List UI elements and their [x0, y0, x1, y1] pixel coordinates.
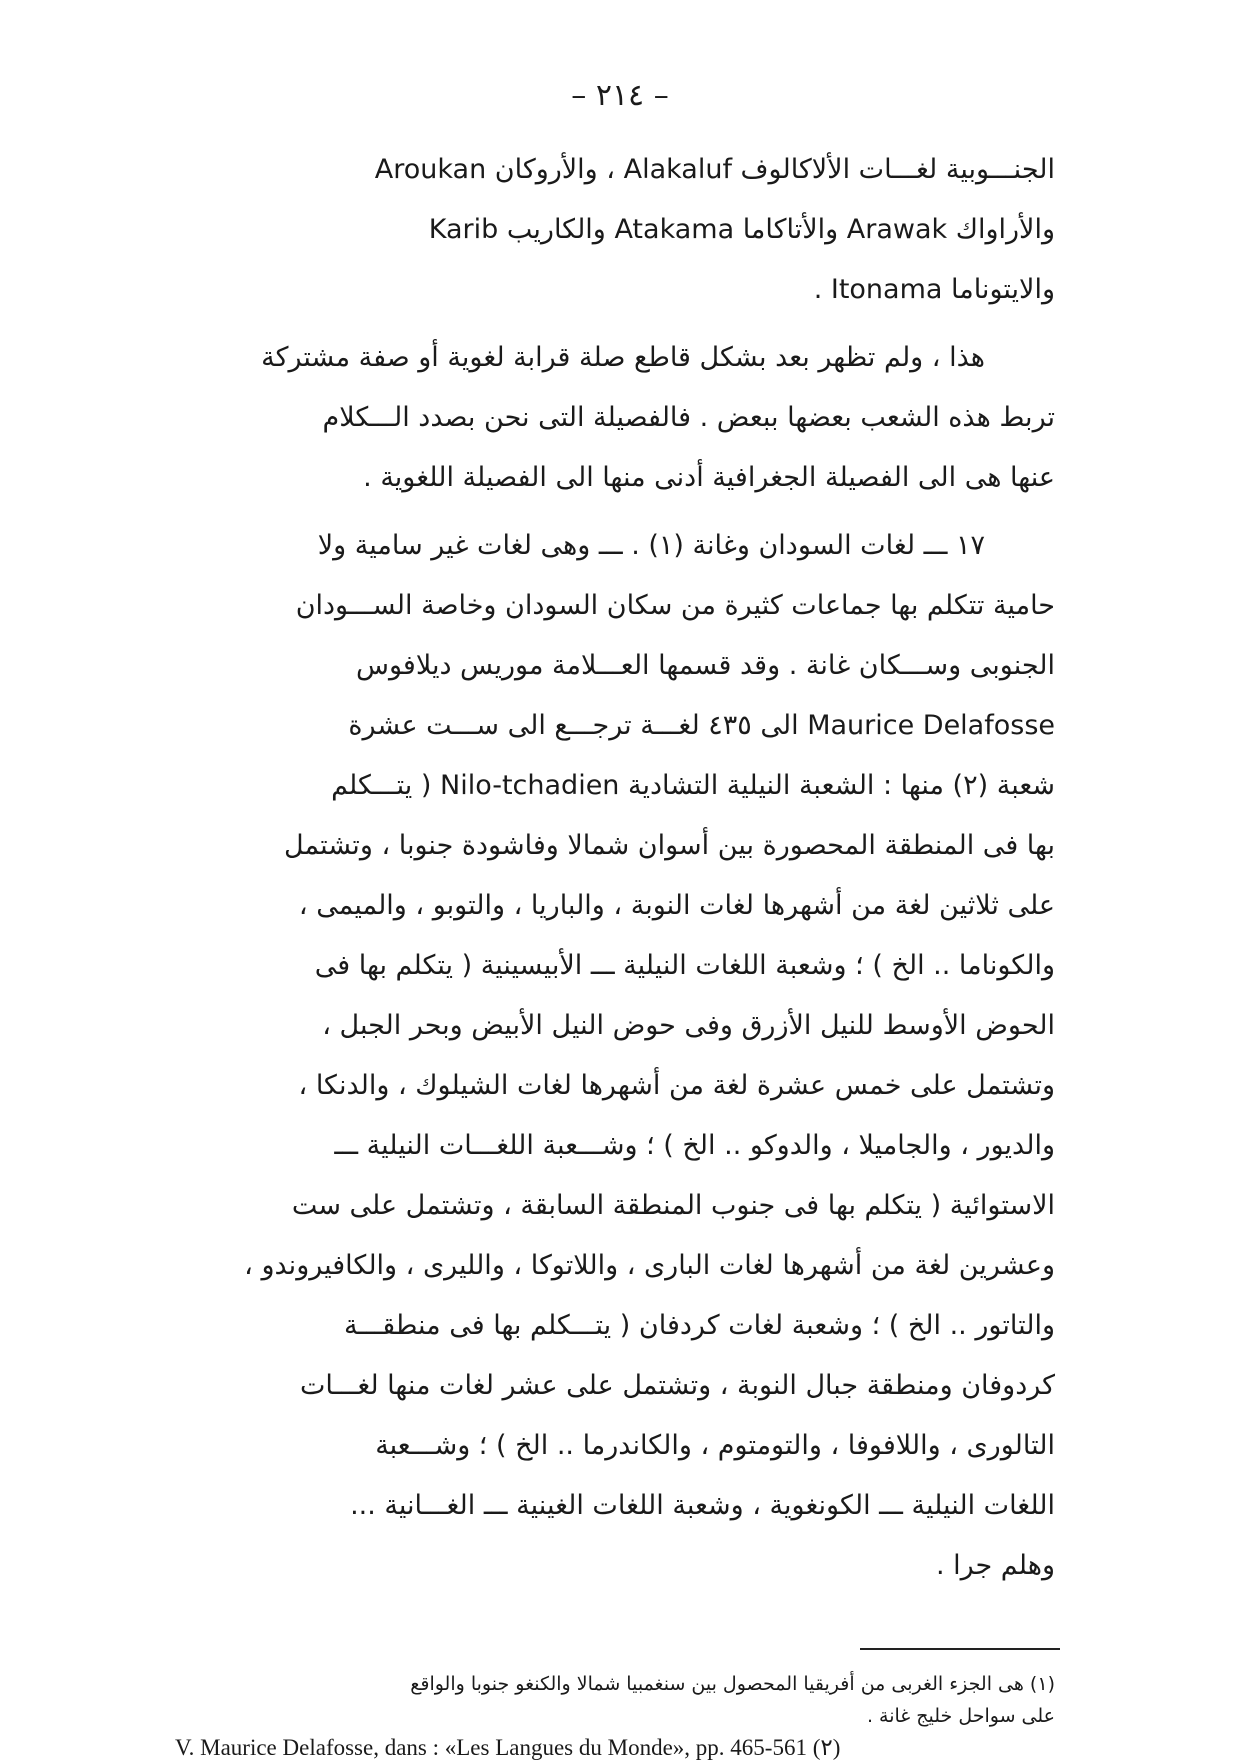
text-line: الجنوبى وســـكان غانة . وقد قسمها العـــلامة موريس ديلافوس [356, 650, 1055, 681]
text-line: الاستوائية ( يتكلم بها فى جنوب المنطقة السابقة ، وتشتمل على ست [291, 1190, 1055, 1221]
text-line: والايتوناما Itonama . [813, 274, 1055, 305]
text-line: وتشتمل على خمس عشرة لغة من أشهرها لغات الشيلوك ، والدنكا ، [298, 1070, 1055, 1101]
body-text [175, 140, 1055, 1596]
text-line: وعشرين لغة من أشهرها لغات البارى ، واللاتوكا ، والليرى ، والكافيروندو ، [244, 1250, 1055, 1281]
text-line: التالورى ، واللافوفا ، والتومتوم ، والكاندرما .. الخ ) ؛ وشـــعبة [375, 1430, 1055, 1461]
text-line: حامية تتكلم بها جماعات كثيرة من سكان السودان وخاصة الســـودان [295, 590, 1055, 621]
text-line: تربط هذه الشعب بعضها ببعض . فالفصيلة التى نحن بصدد الـــكلام [322, 402, 1055, 433]
text-line: كردوفان ومنطقة جبال النوبة ، وتشتمل على عشر لغات منها لغـــات [299, 1370, 1055, 1401]
text-line: اللغات النيلية ـــ الكونغوية ، وشعبة اللغات الغينية ـــ الغـــانية ... [350, 1490, 1055, 1521]
footnotes [175, 1668, 1055, 1764]
text-line: الحوض الأوسط للنيل الأزرق وفى حوض النيل الأبيض وبحر الجبل ، [322, 1010, 1055, 1041]
page-number: – ٢١٤ – [571, 78, 669, 113]
footnote-1-line-1: (١) هى الجزء الغربى من أفريقيا المحصول بين سنغمبيا شمالا والكنغو جنوبا والواقع [410, 1673, 1055, 1695]
text-line: عنها هى الى الفصيلة الجغرافية أدنى منها الى الفصيلة اللغوية . [363, 462, 1055, 493]
footnote-divider [860, 1648, 1060, 1650]
text-line: والتاتور .. الخ ) ؛ وشعبة لغات كردفان ( يتـــكلم بها فى منطقـــة [344, 1310, 1055, 1341]
paragraph-start-line: هذا ، ولم تظهر بعد بشكل قاطع صلة قرابة لغوية أو صفة مشتركة [261, 342, 985, 373]
text-line: شعبة (٢) منها : الشعبة النيلية التشادية Nilo-tchadien ( يتـــكلم [331, 770, 1055, 801]
text-line: والكوناما .. الخ ) ؛ وشعبة اللغات النيلية ـــ الأبيسينية ( يتكلم بها فى [314, 950, 1055, 981]
text-line: والديور ، والجاميلا ، والدوكو .. الخ ) ؛ وشـــعبة اللغـــات النيلية ـــ [334, 1130, 1055, 1161]
text-line: الجنـــوبية لغـــات الألاكالوف Alakaluf ، والأروكان Aroukan [374, 154, 1055, 185]
text-line: بها فى المنطقة المحصورة بين أسوان شمالا وفاشودة جنوبا ، وتشتمل [284, 830, 1055, 861]
section-heading-line: ١٧ ـــ لغات السودان وغانة (١) . ـــ وهى لغات غير سامية ولا [317, 530, 985, 561]
footnote-1-line-2: على سواحل خليج غانة . [866, 1705, 1055, 1727]
text-line: والأراواك Arawak والأتاكاما Atakama والكاريب Karib [428, 214, 1055, 245]
text-line: Maurice Delafosse الى ٤٣٥ لغـــة ترجـــع الى ســـت عشرة [348, 710, 1055, 741]
text-line: على ثلاثين لغة من أشهرها لغات النوبة ، والباريا ، والتوبو ، والميمى ، [298, 890, 1055, 921]
text-line: وهلم جرا . [935, 1550, 1055, 1581]
footnote-2: V. Maurice Delafosse, dans : «Les Langues du Monde», pp. 465-561 (٢) [175, 1735, 841, 1760]
